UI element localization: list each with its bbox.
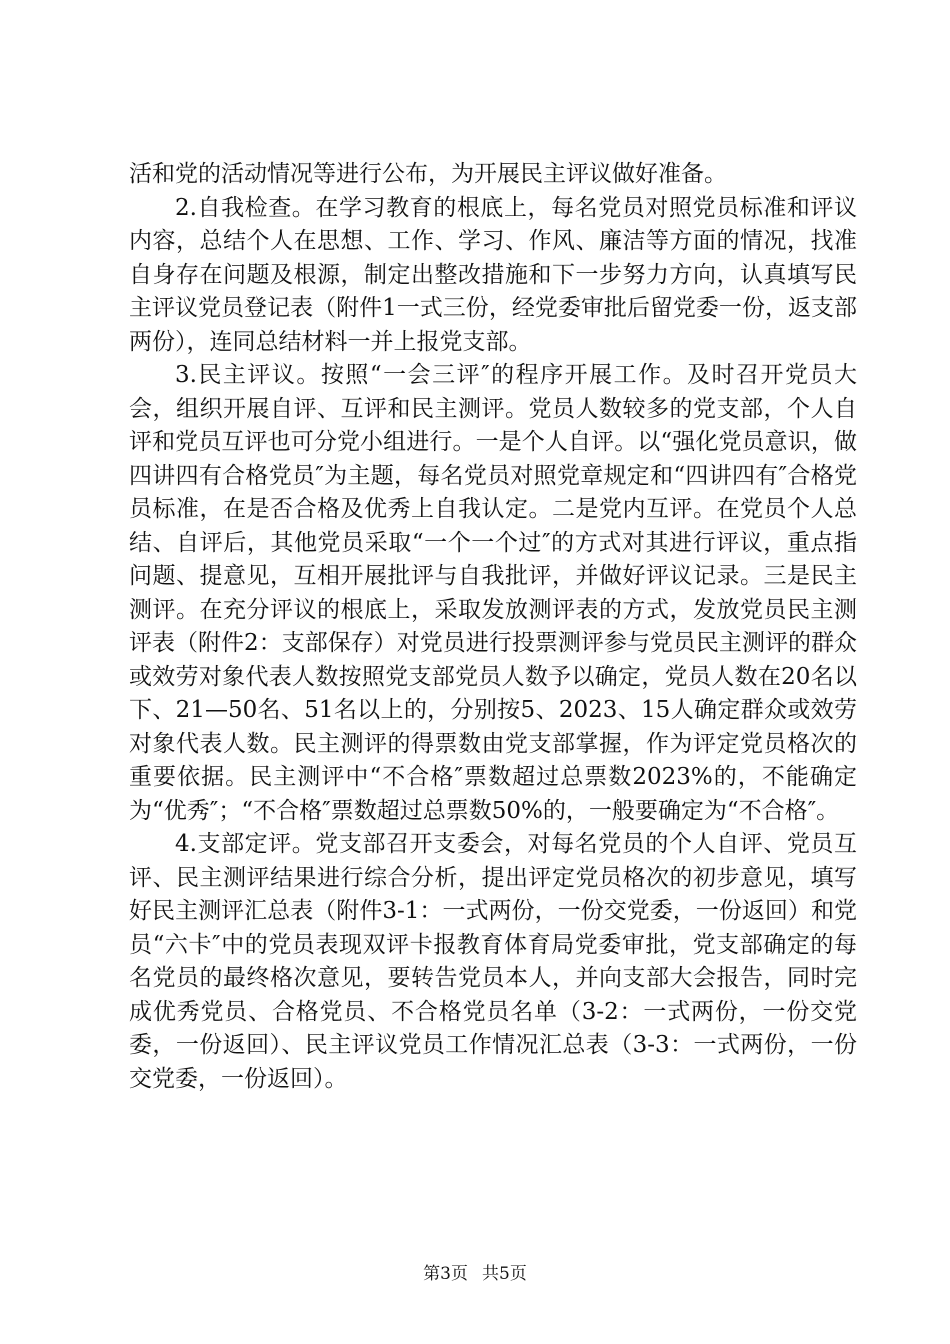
paragraph-democratic-review: 3.民主评议。按照“一会三评″的程序开展工作。及时召开党员大会，组织开展自评、互评和民主测评。党员人数较多的党支部，个人自评和党员互评也可分党小组进行。一是个人自评。以“强化党员意识，做四讲四有合格党员″为主题，每名党员对照党章规定和“四讲四有″合格党员标准，在是否合格及优秀上自我认定。二是党内互评。在党员个人总结、自评后，其他党员采取“一个一个过″的方式对其进行评议，重点指问题、提意见，互相开展批评与自我批评，并做好评议记录。三是民主测评。在充分评议的根底上，采取发放测评表的方式，发放党员民主测评表（附件2：支部保存）对党员进行投票测评参与党员民主测评的群众或效劳对象代表人数按照党支部党员人数予以确定，党员人数在20名以下、21—50名、51名以上的，分别按5、2023、15人确定群众或效劳对象代表人数。民主测评的得票数由党支部掌握，作为评定党员格次的重要依据。民主测评中“不合格″票数超过总票数2023%的，不能确定为“优秀″；“不合格″票数超过总票数50%的，一般要确定为“不合格″。 (129, 362, 857, 824)
total-pages: 共5页 (482, 1264, 527, 1284)
page-footer (0, 1263, 950, 1285)
document-body (129, 158, 857, 1096)
paragraph-continuation: 活和党的活动情况等进行公布，为开展民主评议做好准备。 (129, 161, 727, 187)
paragraph-branch-evaluation: 4.支部定评。党支部召开支委会，对每名党员的个人自评、党员互评、民主测评结果进行综合分析，提出评定党员格次的初步意见，填写好民主测评汇总表（附件3-1：一式两份，一份交党委，一份返回）和党员“六卡″中的党员表现双评卡报教育体育局党委审批，党支部确定的每名党员的最终格次意见，要转告党员本人，并向支部大会报告，同时完成优秀党员、合格党员、不合格党员名单（3-2：一式两份，一份交党委，一份返回）、民主评议党员工作情况汇总表（3-3：一式两份，一份交党委，一份返回）。 (129, 831, 857, 1092)
page-number: 第3页 (423, 1264, 468, 1284)
paragraph-self-check: 2.自我检查。在学习教育的根底上，每名党员对照党员标准和评议内容，总结个人在思想、工作、学习、作风、廉洁等方面的情况，找准自身存在问题及根源，制定出整改措施和下一步努力方向，认真填写民主评议党员登记表（附件1一式三份，经党委审批后留党委一份，返支部两份），连同总结材料一并上报党支部。 (129, 194, 857, 355)
